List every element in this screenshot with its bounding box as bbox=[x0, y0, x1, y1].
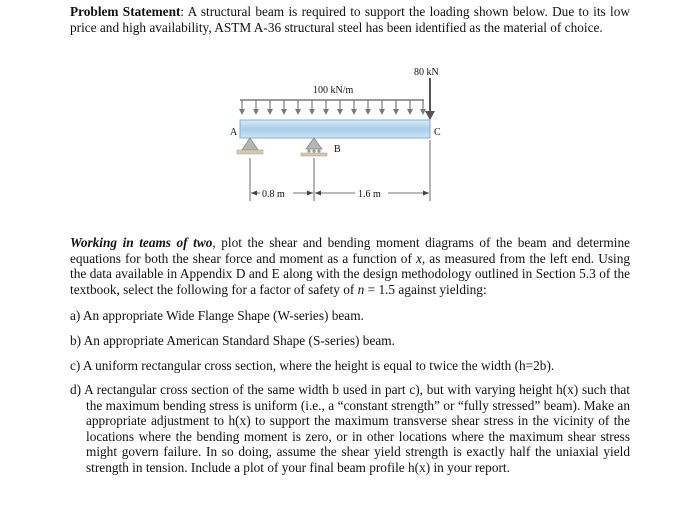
support-b bbox=[301, 138, 327, 156]
beam bbox=[240, 120, 430, 138]
support-a bbox=[237, 138, 263, 154]
load-arrow bbox=[281, 100, 287, 115]
load-arrow bbox=[351, 100, 357, 115]
point-load-label: 80 kN bbox=[414, 67, 439, 78]
load-arrow bbox=[365, 100, 371, 115]
load-arrow bbox=[393, 100, 399, 115]
load-arrow bbox=[267, 100, 273, 115]
task-lead: Working in teams of two bbox=[70, 235, 213, 250]
load-arrow bbox=[309, 100, 315, 115]
item-d: d) A rectangular cross section of the same width b used in part c), but with varying height h(x) such that the maximum bending stress is uniform (i.e., a “constant strength” or “fully stressed” beam). Make an appropriate adjustment to h(x) to support the maximum transverse shear stress in the vicinity of the locations where the bending moment is zero, or in other locations where the maximum shear stress might govern failure. In so doing, assume the shear yield strength is exactly half the uniaxial yield strength in tension. Include a plot of your final beam profile h(x) in your report. bbox=[70, 382, 630, 475]
load-arrow bbox=[323, 100, 329, 115]
task-text-1: , plot the shear and bending moment diagrams of the beam and determine equations for both the shear force and moment as a function of bbox=[70, 235, 631, 266]
item-a: a) An appropriate Wide Flange Shape (W-series) beam. bbox=[70, 308, 364, 323]
load-arrow bbox=[407, 100, 413, 115]
distributed-load-label: 100 kN/m bbox=[313, 85, 354, 96]
item-b: b) An appropriate American Standard Shape (S-series) beam. bbox=[70, 333, 395, 348]
load-arrow bbox=[239, 100, 245, 115]
load-arrow bbox=[420, 100, 426, 115]
problem-statement-text: : A structural beam is required to support the loading shown below. Due to its low price and high availability, ASTM A-36 structural steel has been identified as the material of choice. bbox=[70, 4, 630, 35]
load-arrow bbox=[379, 100, 385, 115]
load-arrow bbox=[337, 100, 343, 115]
label-c: C bbox=[434, 127, 441, 138]
problem-statement-label: Problem Statement bbox=[70, 4, 181, 19]
distributed-load bbox=[239, 100, 426, 115]
load-arrow bbox=[253, 100, 259, 115]
problem-statement bbox=[70, 4, 630, 35]
task-text-2: , as measured from the left end. Using the data available in Appendix D and E along with the design methodology outlined in Section 5.3 of the textbook, select the following for a factor of safety of bbox=[70, 250, 630, 297]
label-a: A bbox=[230, 127, 238, 138]
task-paragraph bbox=[70, 235, 630, 297]
task-var-x: x bbox=[415, 250, 422, 266]
dimension-right-label: 1.6 m bbox=[358, 189, 381, 200]
item-c: c) A uniform rectangular cross section, where the height is equal to twice the width (h=2b). bbox=[70, 358, 555, 373]
point-load-arrow bbox=[425, 78, 435, 120]
task-text-3: = 1.5 against yielding: bbox=[364, 281, 487, 297]
load-arrow bbox=[295, 100, 301, 115]
beam-diagram bbox=[220, 58, 460, 213]
dimension-left-label: 0.8 m bbox=[262, 189, 285, 200]
label-b: B bbox=[334, 144, 341, 155]
task-var-n: n bbox=[357, 281, 365, 297]
